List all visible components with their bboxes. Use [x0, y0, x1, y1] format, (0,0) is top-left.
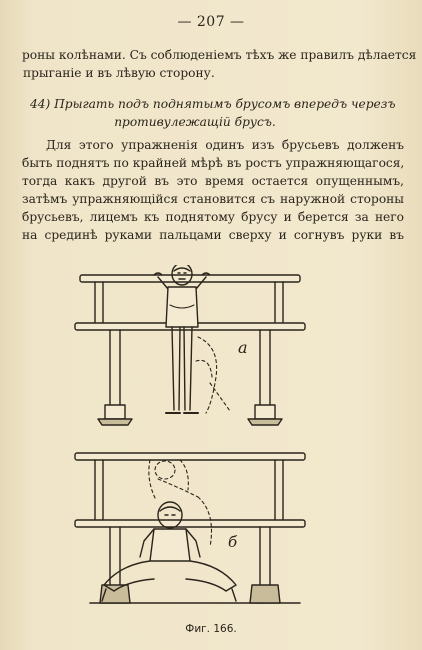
- exercise-heading: [30, 95, 396, 131]
- figure-label-a: a: [238, 338, 248, 357]
- parallel-bars-illustration: [60, 265, 360, 620]
- text-line: быть поднятъ по крайней мѣрѣ въ ростъ упражняющагося,: [22, 156, 405, 170]
- text-line: на срединѣ руками пальцами сверху и согнувъ руки въ: [22, 228, 404, 242]
- text-line: прыганіе и въ лѣвую сторону.: [23, 66, 215, 80]
- heading-line: противулежащій брусъ.: [114, 115, 276, 129]
- text-line: Для этого упражненія одинъ изъ брусьевъ долженъ: [46, 138, 404, 152]
- text-line: затѣмъ упражняющійся становится съ наружной стороны: [22, 192, 404, 206]
- text-line: тогда какъ другой въ это время остается опущеннымъ,: [22, 174, 404, 188]
- figure-caption: Фиг. 166.: [185, 623, 237, 635]
- paragraph-continued: [22, 46, 417, 82]
- heading-line: 44) Прыгать подъ поднятымъ брусомъ впередъ черезъ: [30, 97, 396, 111]
- page-number: — 207 —: [177, 14, 245, 30]
- exercise-description: [22, 136, 404, 244]
- text-line: роны колѣнами. Съ соблюденіемъ тѣхъ же правилъ дѣлается: [22, 48, 417, 62]
- text-line: брусьевъ, лицемъ къ поднятому брусу и берется за него: [22, 210, 404, 224]
- figure-label-b: б: [228, 533, 238, 551]
